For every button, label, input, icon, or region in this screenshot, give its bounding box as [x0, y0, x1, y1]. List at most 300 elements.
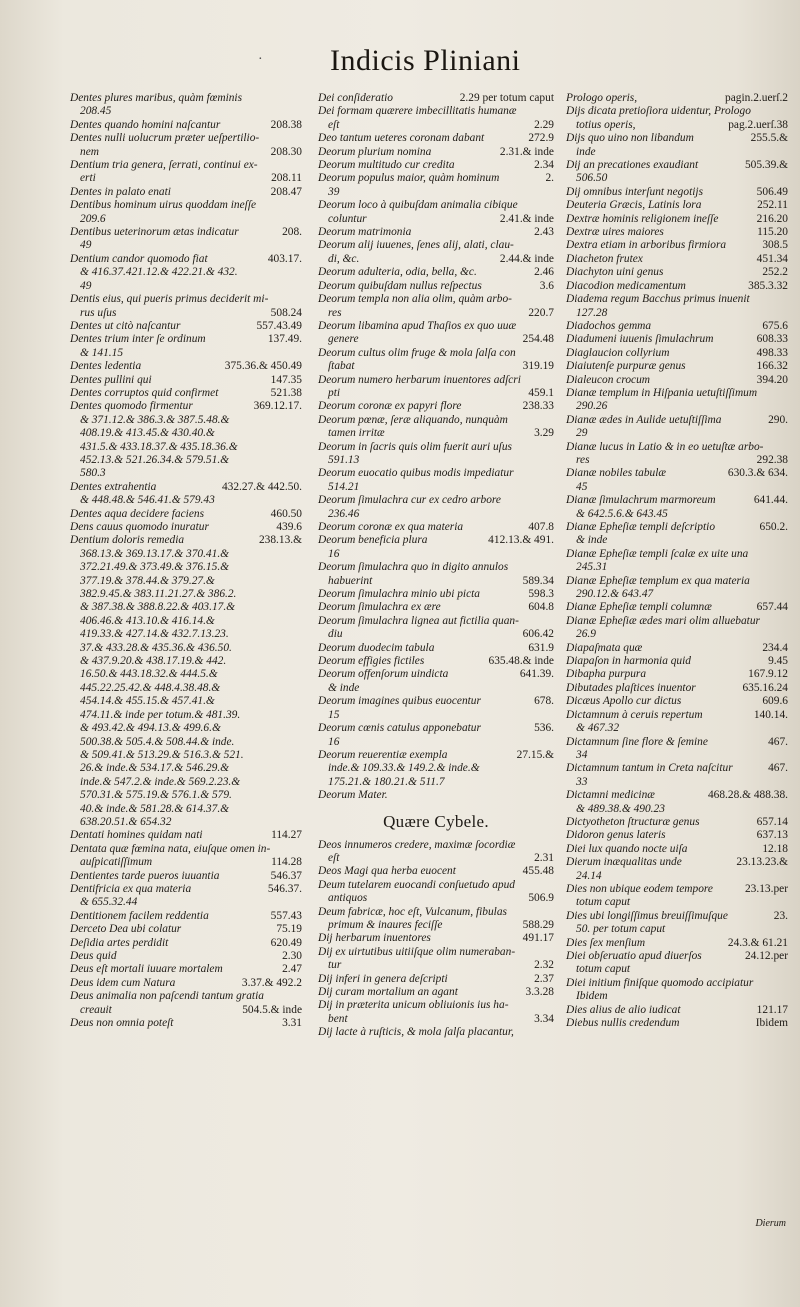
index-entry	[566, 682, 788, 695]
entry-text: eſt	[328, 118, 340, 131]
index-entry-continuation	[70, 1004, 302, 1017]
entry-text: 24.14	[576, 869, 602, 882]
index-entry	[70, 119, 302, 132]
entry-reference: 608.33	[756, 333, 788, 346]
entry-text: & inde	[576, 534, 608, 547]
entry-text: Deorum effigies fictiles	[318, 655, 425, 668]
index-entry	[318, 999, 554, 1012]
index-entry	[318, 561, 554, 574]
index-entry	[318, 655, 554, 668]
entry-text: Dentes nulli uolucrum præter ueſpertilio-	[70, 132, 260, 145]
entry-reference: 234.4	[762, 641, 788, 654]
entry-text: 16.50.& 443.18.32.& 444.5.&	[80, 668, 218, 681]
index-entry-continuation	[566, 803, 788, 816]
index-entry-continuation	[318, 253, 554, 266]
entry-reference: 308.5	[762, 239, 788, 252]
index-entry	[566, 1017, 788, 1030]
index-entry	[566, 360, 788, 373]
entry-text: 591.13	[328, 453, 360, 466]
entry-reference: 3.3.28	[525, 986, 554, 998]
entry-text: 49	[80, 239, 92, 252]
entry-text: Dianæ Epheſiæ templi ſcalæ ex uite una	[566, 547, 749, 560]
index-entry-continuation	[70, 762, 302, 775]
index-entry	[318, 494, 554, 507]
index-entry	[566, 374, 788, 387]
entry-text: 368.13.& 369.13.17.& 370.41.&	[80, 547, 230, 560]
index-entry-continuation	[70, 146, 302, 159]
index-entry-continuation	[70, 642, 302, 655]
index-entry	[318, 172, 554, 185]
index-entry	[70, 521, 302, 534]
index-entry-continuation	[70, 172, 302, 185]
section-heading: Quære Cybele.	[383, 811, 489, 831]
entry-text: Deorum adulteria, odia, bella, &c.	[318, 266, 477, 279]
entry-reference: 606.42	[522, 628, 554, 641]
entry-reference: 506.49	[756, 185, 788, 198]
entry-text: 377.19.& 378.44.& 379.27.&	[80, 574, 215, 587]
entry-reference: 604.8	[528, 601, 554, 614]
entry-reference: 140.14.	[753, 708, 788, 721]
entry-text: Dianæ nobiles tabulæ	[566, 467, 666, 480]
index-entry-continuation	[70, 414, 302, 427]
entry-text: 16	[328, 735, 340, 748]
index-entry-continuation	[566, 561, 788, 574]
index-entry-continuation	[318, 213, 554, 226]
index-entry-continuation	[566, 963, 788, 976]
index-entry	[566, 105, 788, 118]
entry-text: totius operis,	[576, 118, 636, 131]
index-entry	[566, 709, 788, 722]
entry-text: Dentes plures maribus, quàm fœminis	[70, 92, 243, 104]
entry-reference: 238.13.&	[258, 534, 302, 547]
entry-reference: 12.18	[762, 842, 788, 855]
entry-text: Dibutades plaſtices inuentor	[566, 681, 696, 694]
index-entry	[318, 159, 554, 172]
index-entry	[566, 186, 788, 199]
entry-text: Dij ex uirtutibus uitiiſque olim numeraban-	[318, 945, 516, 958]
entry-text: Deuteria Græcis, Latinis lora	[566, 199, 702, 212]
entry-reference: 635.16.24	[742, 681, 788, 694]
index-entry	[566, 159, 788, 172]
index-entry-continuation	[70, 668, 302, 681]
index-column-2	[318, 92, 554, 1040]
entry-text: antiquos	[328, 892, 368, 905]
entry-reference: 24.12.per	[744, 950, 788, 962]
entry-reference: 467.	[768, 762, 788, 775]
index-entry	[70, 320, 302, 333]
index-entry	[70, 253, 302, 266]
entry-text: Dij lacte à ruſticis, & mola ſalſa placantur,	[318, 1026, 514, 1039]
entry-text: Diaglaucion collyrium	[566, 346, 670, 359]
printer-mark: ·	[258, 52, 263, 67]
index-entry-continuation	[70, 307, 302, 320]
entry-text: totum caput	[576, 896, 631, 909]
entry-text: Deum fabricæ, hoc eſt, Vulcanum, fibulas	[318, 905, 507, 918]
index-entry	[318, 722, 554, 735]
index-entry	[566, 494, 788, 507]
entry-reference: 546.37.	[267, 882, 302, 895]
entry-reference: 637.13	[756, 829, 788, 842]
index-entry-continuation	[566, 776, 788, 789]
index-entry-continuation	[70, 655, 302, 668]
entry-text: 29	[576, 427, 588, 440]
entry-text: 209.6	[80, 212, 106, 225]
entry-reference: 635.48.& inde	[488, 655, 554, 668]
index-entry-continuation	[318, 682, 554, 695]
index-entry	[318, 293, 554, 306]
index-entry	[70, 829, 302, 842]
entry-reference: 208.38	[270, 118, 302, 131]
entry-text: Dentifricia ex qua materia	[70, 882, 192, 895]
index-entry	[70, 923, 302, 936]
entry-reference: 2.32	[534, 959, 554, 972]
index-entry	[70, 92, 302, 105]
entry-text: Dijs dicata pretioſiora uidentur, Prologo	[566, 105, 751, 118]
entry-reference: 630.3.& 634.	[727, 467, 788, 480]
entry-text: Deos Magi qua herba euocent	[318, 865, 456, 878]
entry-text: Dij herbarum inuentores	[318, 932, 431, 945]
entry-text: Dentitionem facilem reddentia	[70, 909, 209, 922]
entry-text: 127.28	[576, 306, 608, 319]
entry-reference: 2.29	[534, 118, 554, 131]
entry-reference: 2.46	[534, 266, 554, 279]
entry-text: primum & inaures feciſſe	[328, 918, 443, 931]
entry-reference: 2.34	[534, 159, 554, 172]
index-entry-continuation	[566, 307, 788, 320]
entry-text: Deorum cultus olim fruge & mola ſalſa con	[318, 346, 516, 359]
index-entry	[318, 534, 554, 547]
index-entry	[70, 333, 302, 346]
entry-text: Deorum plurium nomina	[318, 145, 432, 158]
entry-reference: 641.44.	[753, 494, 788, 507]
entry-text: Deorum reuerentiæ exempla	[318, 748, 448, 761]
entry-reference: 536.	[534, 722, 554, 735]
entry-reference: 166.32	[756, 360, 788, 373]
entry-text: diu	[328, 628, 343, 641]
index-entry-continuation	[318, 959, 554, 972]
entry-text: Dentis eius, qui pueris primus deciderit mi-	[70, 293, 269, 306]
index-entry-continuation	[318, 1013, 554, 1026]
index-entry-continuation	[566, 923, 788, 936]
index-entry	[318, 280, 554, 293]
index-entry	[318, 132, 554, 145]
entry-text: Deorum ſimulachra minio ubi picta	[318, 588, 480, 601]
entry-text: habuerint	[328, 574, 373, 587]
entry-text: Deorum cœnis catulus apponebatur	[318, 722, 481, 735]
entry-text: coluntur	[328, 212, 367, 225]
entry-text: Dictamnum ſine flore & ſemine	[566, 735, 708, 748]
entry-text: Dies ubi longiſſimus breuiſſimuſque	[566, 909, 728, 922]
entry-text: 26.& inde.& 534.17.& 546.29.&	[80, 762, 230, 775]
entry-text: 15	[328, 708, 340, 721]
index-entry-continuation	[70, 239, 302, 252]
index-entry	[566, 548, 788, 561]
entry-text: inde.& 109.33.& 149.2.& inde.&	[328, 762, 480, 775]
index-entry-continuation	[566, 146, 788, 159]
index-entry-continuation	[318, 119, 554, 132]
entry-text: & 467.32	[576, 722, 620, 735]
entry-reference: 27.15.&	[516, 748, 554, 761]
index-entry	[566, 856, 788, 869]
entry-reference: 557.43.49	[256, 319, 302, 332]
entry-text: Dij omnibus interſunt negotijs	[566, 185, 704, 198]
index-entry	[566, 816, 788, 829]
entry-text: 474.11.& inde per totum.& 481.39.	[80, 708, 241, 721]
index-entry	[566, 829, 788, 842]
index-entry	[70, 481, 302, 494]
entry-text: Deorum loco à quibuſdam animalia cibique	[318, 199, 518, 212]
entry-text: Deus eſt mortali iuuare mortalem	[70, 963, 223, 976]
index-entry	[318, 879, 554, 892]
entry-reference: 252.11	[757, 199, 788, 212]
index-entry	[318, 320, 554, 333]
index-entry	[318, 92, 554, 105]
entry-text: Diacodion medicamentum	[566, 279, 686, 292]
entry-reference: 439.6	[276, 521, 302, 533]
entry-text: 175.21.& 180.21.& 511.7	[328, 775, 445, 788]
index-entry	[566, 615, 788, 628]
index-entry	[566, 695, 788, 708]
entry-text: 49	[80, 279, 92, 292]
entry-text: Dentati homines quidam nati	[70, 829, 203, 842]
entry-text: Dextræ uires maiores	[566, 226, 664, 239]
index-entry	[318, 1026, 554, 1039]
index-entry-continuation	[70, 776, 302, 789]
index-entry-continuation	[318, 628, 554, 641]
entry-text: Dictamni medicinæ	[566, 789, 655, 802]
entry-text: 506.50	[576, 172, 608, 185]
entry-reference: 220.7	[528, 306, 554, 319]
index-entry	[70, 508, 302, 521]
entry-reference: 137.49.	[267, 333, 302, 346]
entry-reference: 521.38	[270, 386, 302, 399]
entry-text: Deorum euocatio quibus modis impediatur	[318, 467, 514, 480]
index-entry-continuation	[70, 803, 302, 816]
entry-reference: 451.34	[756, 252, 788, 265]
entry-text: 290.12.& 643.47	[576, 588, 654, 601]
index-entry-continuation	[318, 919, 554, 932]
entry-text: Deos innumeros credere, maximæ ſocordiæ	[318, 838, 516, 851]
index-entry	[70, 293, 302, 306]
index-entry-continuation	[318, 709, 554, 722]
index-entry	[318, 865, 554, 878]
index-entry	[566, 199, 788, 212]
entry-text: Prologo operis,	[566, 92, 638, 104]
index-entry	[566, 601, 788, 614]
index-entry	[566, 883, 788, 896]
index-entry	[566, 333, 788, 346]
index-entry-continuation	[318, 387, 554, 400]
entry-text: Dextra etiam in arboribus firmiora	[566, 239, 727, 252]
entry-text: 454.14.& 455.15.& 457.41.&	[80, 695, 215, 708]
entry-reference: 678.	[534, 695, 554, 708]
entry-text: Deorum templa non alia olim, quàm arbo-	[318, 293, 512, 306]
entry-reference: 467.	[768, 735, 788, 748]
entry-text: 37.& 433.28.& 435.36.& 436.50.	[80, 641, 232, 654]
entry-text: Dies alius de alio iudicat	[566, 1003, 681, 1016]
index-entry	[566, 950, 788, 963]
entry-reference: 272.9	[528, 132, 554, 145]
entry-text: Dentes quomodo firmentur	[70, 400, 193, 413]
index-entry	[70, 883, 302, 896]
index-entry	[566, 789, 788, 802]
index-entry-continuation	[70, 561, 302, 574]
entry-text: & 437.9.20.& 438.17.19.& 442.	[80, 655, 227, 668]
index-entry-continuation	[566, 628, 788, 641]
entry-text: & 509.41.& 513.29.& 516.3.& 521.	[80, 748, 244, 761]
entry-text: Deorum multitudo cur credita	[318, 159, 455, 172]
index-entry	[70, 963, 302, 976]
entry-reference: 641.39.	[519, 668, 554, 681]
entry-text: 50. per totum caput	[576, 923, 666, 936]
entry-text: erti	[80, 172, 96, 185]
entry-text: Deum tutelarem euocandi conſuetudo apud	[318, 878, 515, 891]
index-entry	[566, 642, 788, 655]
index-entry	[318, 642, 554, 655]
entry-text: Dentibus ueterinorum ætas indicatur	[70, 226, 239, 239]
entry-text: Dijs quo uino non libandum	[566, 132, 694, 145]
index-entry-continuation	[318, 360, 554, 373]
entry-reference: 631.9	[528, 641, 554, 654]
entry-reference: 2.47	[282, 963, 302, 976]
entry-reference: 3.6	[539, 279, 554, 292]
index-entry	[70, 843, 302, 856]
entry-reference: 589.34	[522, 574, 554, 587]
entry-text: & 387.38.& 388.8.22.& 403.17.&	[80, 601, 236, 614]
index-entry	[318, 946, 554, 959]
entry-reference: 657.14	[756, 815, 788, 828]
entry-reference: 208.47	[270, 185, 302, 198]
entry-reference: 208.30	[270, 145, 302, 158]
index-entry-continuation	[566, 508, 788, 521]
entry-reference: 3.29	[534, 427, 554, 440]
entry-text: Dianæ lucus in Latio & in eo uetuſtæ arbo-	[566, 440, 764, 453]
index-entry	[566, 293, 788, 306]
index-entry-continuation	[318, 575, 554, 588]
entry-text: Diei obſeruatio apud diuerſos	[566, 950, 702, 962]
entry-reference: 2.43	[534, 226, 554, 239]
entry-reference: 114.28	[271, 856, 302, 869]
entry-reference: 498.33	[756, 346, 788, 359]
index-entry	[566, 762, 788, 775]
entry-reference: 23.13.23.&	[736, 856, 788, 869]
entry-text: Dianæ Epheſiæ templum ex qua materia	[566, 574, 750, 587]
entry-text: Diadochos gemma	[566, 319, 652, 332]
index-entry	[318, 441, 554, 454]
entry-reference: 432.27.& 442.50.	[221, 480, 302, 493]
index-entry-continuation	[70, 588, 302, 601]
entry-reference: 23.	[773, 909, 788, 922]
entry-text: Diei lux quando nocte uiſa	[566, 842, 688, 855]
entry-reference: 216.20	[756, 212, 788, 225]
index-entry-continuation	[70, 575, 302, 588]
entry-text: Diadumeni iuuenis ſimulachrum	[566, 333, 714, 346]
entry-text: Dianæ Epheſiæ templi deſcriptio	[566, 521, 716, 533]
entry-text: 638.20.51.& 654.32	[80, 815, 172, 828]
index-entry-continuation	[318, 852, 554, 865]
index-entry-continuation	[566, 990, 788, 1003]
entry-text: Dictamnum à ceruis repertum	[566, 708, 703, 721]
entry-text: 408.19.& 413.45.& 430.40.&	[80, 427, 215, 440]
index-entry	[318, 906, 554, 919]
entry-reference: 504.5.& inde	[242, 1003, 302, 1016]
entry-reference: 394.20	[756, 373, 788, 386]
index-entry	[318, 601, 554, 614]
entry-text: tamen irritæ	[328, 427, 385, 440]
entry-text: Deorum duodecim tabula	[318, 641, 435, 654]
index-entry	[566, 910, 788, 923]
index-entry-continuation	[70, 709, 302, 722]
index-entry-continuation	[70, 789, 302, 802]
entry-reference: 2.29 per totum caput	[459, 92, 554, 104]
index-entry	[566, 414, 788, 427]
entry-text: Dianæ templum in Hiſpania uetuſtiſſimum	[566, 386, 758, 399]
index-entry-continuation	[318, 454, 554, 467]
index-entry-continuation	[70, 441, 302, 454]
index-entry	[318, 226, 554, 239]
entry-text: Dentibus hominum uirus quoddam ineſſe	[70, 199, 257, 212]
index-entry-continuation	[318, 548, 554, 561]
index-entry	[70, 132, 302, 145]
entry-text: 431.5.& 433.18.37.& 435.18.36.&	[80, 440, 238, 453]
entry-text: 419.33.& 427.14.& 432.7.13.23.	[80, 628, 229, 641]
index-entry	[566, 521, 788, 534]
entry-text: & 371.12.& 386.3.& 387.5.48.&	[80, 413, 230, 426]
entry-text: Deus idem cum Natura	[70, 976, 176, 989]
index-entry-continuation	[566, 870, 788, 883]
index-entry-continuation	[70, 266, 302, 279]
entry-text: Deorum numero herbarum inuentores adſcri	[318, 373, 521, 386]
entry-text: 580.3	[80, 467, 106, 480]
entry-text: inde	[576, 145, 596, 158]
index-entry	[566, 132, 788, 145]
index-entry	[566, 280, 788, 293]
entry-text: Dicæus Apollo cur dictus	[566, 695, 682, 708]
entry-reference: 598.3	[528, 588, 554, 601]
entry-text: & 642.5.6.& 643.45	[576, 507, 668, 520]
index-entry-continuation	[318, 508, 554, 521]
entry-text: Dierum inæqualitas unde	[566, 856, 682, 869]
index-entry	[318, 199, 554, 212]
entry-text: Dialeucon crocum	[566, 373, 651, 386]
entry-text: Derceto Dea ubi colatur	[70, 923, 182, 936]
index-entry	[318, 749, 554, 762]
entry-text: Diapaſon in harmonia quid	[566, 655, 691, 668]
entry-reference: 675.6	[762, 319, 788, 332]
entry-text: Deorum libamina apud Thaſios ex quo uuæ	[318, 319, 517, 332]
entry-text: pti	[328, 386, 341, 399]
index-entry	[318, 668, 554, 681]
entry-text: auſpicatiſſimum	[80, 856, 153, 869]
entry-text: 445.22.25.42.& 448.4.38.48.&	[80, 681, 221, 694]
index-entry-continuation	[318, 307, 554, 320]
entry-text: & inde	[328, 681, 360, 694]
index-entry	[566, 736, 788, 749]
entry-text: Diadema regum Bacchus primus inuenit	[566, 293, 750, 306]
entry-text: Dij an precationes exaudiant	[566, 159, 699, 172]
entry-text: & 141.15	[80, 346, 124, 359]
entry-text: Deorum ſimulachra quo in digito annulos	[318, 561, 509, 574]
entry-reference: 609.6	[762, 695, 788, 708]
entry-text: Deorum ſimulachra lignea aut fictilia quan-	[318, 614, 519, 627]
index-entry	[70, 374, 302, 387]
entry-reference: 385.3.32	[748, 279, 788, 292]
entry-reference: 2.31	[534, 851, 554, 864]
index-entry-continuation	[70, 628, 302, 641]
index-entry	[566, 655, 788, 668]
index-entry	[566, 226, 788, 239]
entry-text: 372.21.49.& 373.49.& 376.15.&	[80, 561, 230, 574]
